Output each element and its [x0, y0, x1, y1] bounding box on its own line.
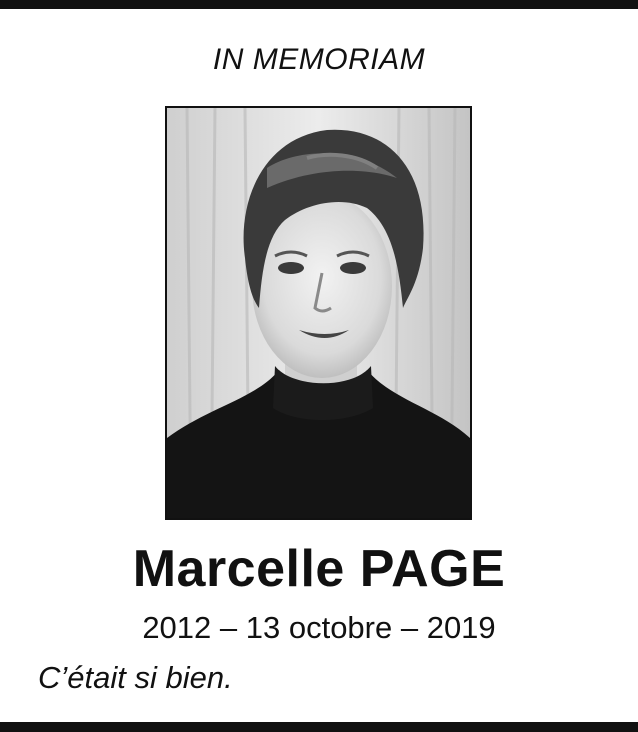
- memorial-dates: 2012 – 13 octobre – 2019: [142, 610, 496, 645]
- memorial-message: C’était si bien.: [38, 660, 233, 695]
- bottom-border-rule: [0, 722, 638, 732]
- portrait-photo: [165, 106, 472, 520]
- deceased-name: Marcelle PAGE: [132, 540, 506, 598]
- top-border-rule: [0, 0, 638, 9]
- portrait-image: [167, 108, 470, 518]
- notice-heading: IN MEMORIAM: [212, 43, 426, 76]
